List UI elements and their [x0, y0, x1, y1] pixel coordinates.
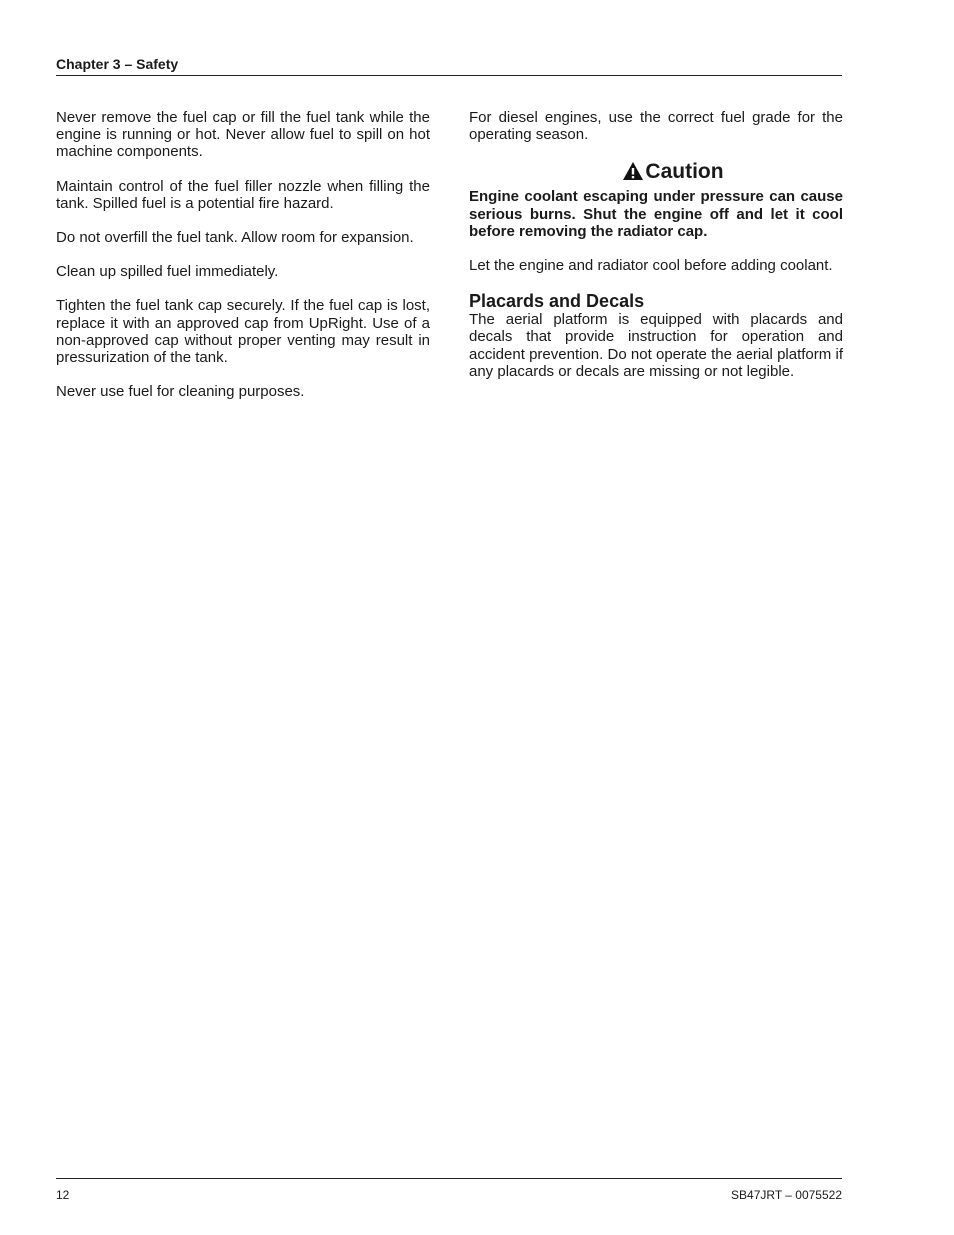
paragraph-fuel-cap: Never remove the fuel cap or fill the fuel tank while the engine is running or hot. Never allow fuel to spill on hot machine components. — [56, 109, 430, 161]
left-column — [56, 109, 430, 417]
page-number: 12 — [56, 1188, 70, 1202]
footer-rule — [56, 1178, 842, 1179]
paragraph-overfill: Do not overfill the fuel tank. Allow room for expansion. — [56, 229, 414, 247]
placards-heading: Placards and Decals — [469, 291, 645, 312]
right-column — [469, 109, 843, 397]
paragraph-placards: The aerial platform is equipped with placards and decals that provide instruction for operation and accident prevention. Do not operate the aerial platform if any placards or decals are missing or not legible. — [469, 311, 843, 380]
document-id: SB47JRT – 0075522 — [731, 1188, 842, 1202]
caution-text: Engine coolant escaping under pressure can cause serious burns. Shut the engine off and let it cool before removing the radiator cap. — [469, 188, 843, 240]
paragraph-coolant: Let the engine and radiator cool before adding coolant. — [469, 257, 833, 275]
warning-triangle-icon — [622, 161, 644, 181]
header-rule — [56, 75, 842, 76]
paragraph-cleaning: Never use fuel for cleaning purposes. — [56, 383, 305, 401]
caution-heading — [469, 160, 843, 184]
paragraph-spilled-fuel: Clean up spilled fuel immediately. — [56, 263, 279, 281]
paragraph-diesel: For diesel engines, use the correct fuel grade for the operating season. — [469, 109, 843, 144]
paragraph-tank-cap: Tighten the fuel tank cap securely. If the fuel cap is lost, replace it with an approved cap from UpRight. Use of a non-approved cap without proper venting may result in pressurization of the tank. — [56, 297, 430, 367]
paragraph-filler-nozzle: Maintain control of the fuel filler nozzle when filling the tank. Spilled fuel is a potential fire hazard. — [56, 177, 430, 212]
caution-heading-label: Caution — [645, 160, 724, 184]
chapter-title: Chapter 3 – Safety — [56, 56, 179, 72]
